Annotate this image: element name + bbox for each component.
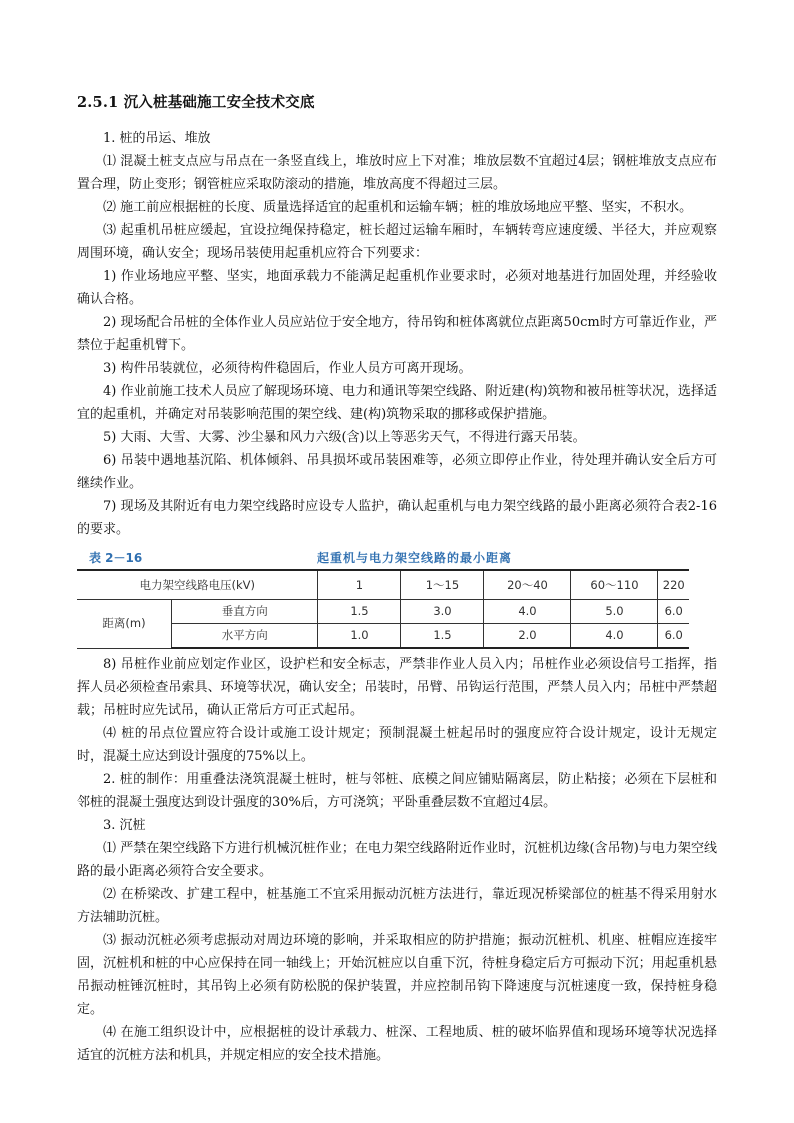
paragraph: ⑵ 在桥梁改、扩建工程中，桩基施工不宜采用振动沉桩方法进行，靠近现况桥梁部位的桩基不得采用射水方法辅助沉桩。 (77, 887, 717, 925)
table-header-label: 电力架空线路电压(kV) (77, 570, 318, 600)
paragraph: ⑵ 施工前应根据桩的长度、质量选择适宜的起重机和运输车辆；桩的堆放场地应平整、坚实，不积水。 (103, 200, 693, 215)
distance-label: 距离(m) (77, 600, 172, 649)
table-cell: 5.0 (571, 600, 658, 624)
paragraph: 3. 沉桩 (103, 818, 146, 833)
table-number: 表 2－16 (89, 550, 143, 565)
table-header-cell: 20～40 (484, 570, 571, 600)
paragraph: ⑴ 严禁在架空线路下方进行机械沉桩作业；在电力架空线路附近作业时，沉桩机边缘(含吊物)与电力架空线路的最小距离必须符合安全要求。 (77, 841, 717, 879)
direction-label: 垂直方向 (172, 600, 318, 624)
paragraph: 2) 现场配合吊桩的全体作业人员应站位于安全地方，待吊钩和桩体离就位点距离50cm时方可靠近作业，严禁位于起重机臂下。 (77, 315, 717, 353)
table-header-cell: 1～15 (401, 570, 484, 600)
section-title: 2.5.1 沉入桩基础施工安全技术交底 (77, 94, 315, 111)
table-cell: 4.0 (571, 624, 658, 649)
table-cell: 1.5 (401, 624, 484, 649)
table-row (77, 600, 689, 624)
table-cell: 1.0 (318, 624, 401, 649)
table-header-cell: 60～110 (571, 570, 658, 600)
table-cell: 6.0 (658, 600, 689, 624)
table-cell: 1.5 (318, 600, 401, 624)
paragraph-group-b (77, 653, 717, 1067)
paragraph: 1. 桩的吊运、堆放 (103, 131, 211, 146)
paragraph: 7) 现场及其附近有电力架空线路时应设专人监护，确认起重机与电力架空线路的最小距离必须符合表2-16的要求。 (77, 499, 717, 537)
table-cell: 4.0 (484, 600, 571, 624)
paragraph-group-a (77, 127, 717, 541)
table-header-cell: 220 (658, 570, 689, 600)
paragraph: 8) 吊桩作业前应划定作业区，设护栏和安全标志，严禁非作业人员入内；吊桩作业必须设信号工指挥，指挥人员必须检查吊索具、环境等状况，确认安全；吊装时，吊臂、吊钩运行范围，严禁人员入内；吊桩中严禁超载；吊桩时应先试吊，确认正常后方可正式起吊。 (77, 657, 717, 718)
table-header-cell: 1 (318, 570, 401, 600)
paragraph: ⑷ 在施工组织设计中，应根据桩的设计承载力、桩深、工程地质、桩的破坏临界值和现场环境等状况选择适宜的沉桩方法和机具，并规定相应的安全技术措施。 (77, 1025, 717, 1063)
paragraph: 4) 作业前施工技术人员应了解现场环境、电力和通讯等架空线路、附近建(构)筑物和被吊桩等状况，选择适宜的起重机，并确定对吊装影响范围的架空线、建(构)筑物采取的挪移或保护措施。 (77, 384, 717, 422)
table-cell: 2.0 (484, 624, 571, 649)
paragraph: 2. 桩的制作：用重叠法浇筑混凝土桩时，桩与邻桩、底模之间应铺贴隔离层，防止粘接；必须在下层桩和邻桩的混凝土强度达到设计强度的30%后，方可浇筑；平卧重叠层数不宜超过4层。 (77, 772, 717, 810)
paragraph: 3) 构件吊装就位，必须待构件稳固后，作业人员方可离开现场。 (103, 361, 472, 376)
table-title: 起重机与电力架空线路的最小距离 (317, 550, 513, 565)
direction-label: 水平方向 (172, 624, 318, 649)
paragraph: ⑶ 起重机吊桩应缓起，宜设拉绳保持稳定，桩长超过运输车厢时，车辆转弯应速度缓、半径大，并应观察周围环境，确认安全；现场吊装使用起重机应符合下列要求： (77, 223, 717, 261)
paragraph: 1) 作业场地应平整、坚实，地面承载力不能满足起重机作业要求时，必须对地基进行加固处理，并经验收确认合格。 (77, 269, 717, 307)
table-caption (77, 547, 717, 569)
distance-table (77, 569, 689, 649)
paragraph: ⑶ 振动沉桩必须考虑振动对周边环境的影响，并采取相应的防护措施；振动沉桩机、机座、桩帽应连接牢固，沉桩机和桩的中心应保持在同一轴线上；开始沉桩应以自重下沉，待桩身稳定后方可振动下沉；用起重机悬吊振动桩锤沉桩时，其吊钩上必须有防松脱的保护装置，并应控制吊钩下降速度与沉桩速度一致，保持桩身稳定。 (77, 933, 717, 1017)
paragraph: ⑷ 桩的吊点位置应符合设计或施工设计规定；预制混凝土桩起吊时的强度应符合设计规定，设计无规定时，混凝土应达到设计强度的75%以上。 (77, 726, 717, 764)
table-cell: 3.0 (401, 600, 484, 624)
document-body (77, 127, 717, 1067)
paragraph: ⑴ 混凝土桩支点应与吊点在一条竖直线上，堆放时应上下对准；堆放层数不宜超过4层；钢桩堆放支点应布置合理，防止变形；钢管桩应采取防滚动的措施，堆放高度不得超过三层。 (77, 154, 717, 192)
table-cell: 6.0 (658, 624, 689, 649)
paragraph: 5) 大雨、大雪、大雾、沙尘暴和风力六级(含)以上等恶劣天气，不得进行露天吊装。 (103, 430, 586, 445)
paragraph: 6) 吊装中遇地基沉陷、机体倾斜、吊具损坏或吊装困难等，必须立即停止作业，待处理并确认安全后方可继续作业。 (77, 453, 717, 491)
table-header-row (77, 570, 689, 600)
